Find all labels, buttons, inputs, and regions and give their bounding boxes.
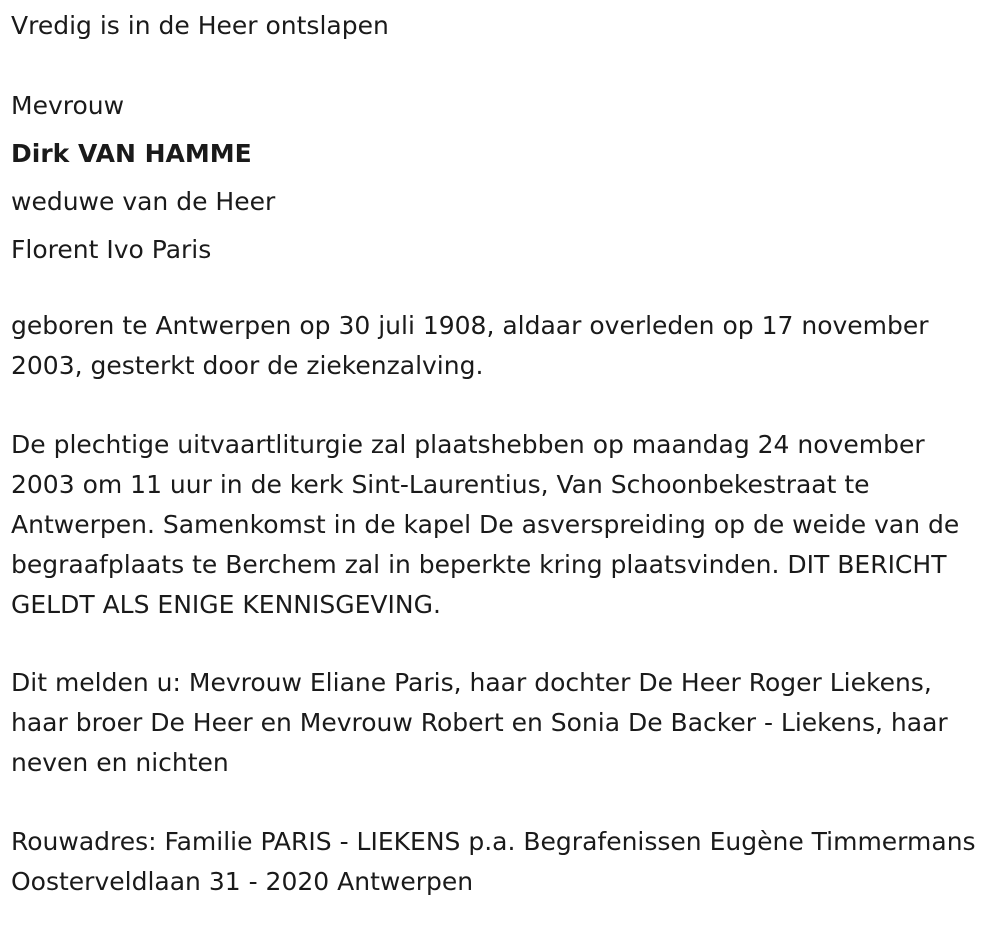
spacer (11, 625, 996, 663)
spacer (11, 44, 996, 88)
intro-line: Vredig is in de Heer ontslapen (11, 11, 389, 40)
mourning-address-paragraph: Rouwadres: Familie PARIS - LIEKENS p.a. Begrafenissen Eugène Timmermans Oosterveldlaan 31 - 2020 Antwerpen (11, 827, 976, 896)
spacer (11, 783, 996, 822)
spacer (11, 386, 996, 425)
spacer (11, 268, 996, 306)
obituary-notice (11, 8, 996, 902)
salutation: Mevrouw (11, 91, 125, 120)
birth-death-paragraph: geboren te Antwerpen op 30 juli 1908, aldaar overleden op 17 november 2003, gesterkt door de ziekenzalving. (11, 311, 929, 380)
funeral-paragraph: De plechtige uitvaartliturgie zal plaatshebben op maandag 24 november 2003 om 11 uur in de kerk Sint-Laurentius, Van Schoonbekestraat te Antwerpen. Samenkomst in de kapel De asverspreiding op de weide van de begraafplaats te Berchem zal in beperkte kring plaatsvinden. DIT BERICHT GELDT ALS ENIGE KENNISGEVING. (11, 430, 960, 619)
announced-by-paragraph: Dit melden u: Mevrouw Eliane Paris, haar dochter De Heer Roger Liekens, haar broer De Heer en Mevrouw Robert en Sonia De Backer - Liekens, haar neven en nichten (11, 668, 948, 777)
deceased-name: Dirk VAN HAMME (11, 139, 252, 168)
spouse-name: Florent Ivo Paris (11, 235, 212, 264)
relation-line: weduwe van de Heer (11, 187, 276, 216)
